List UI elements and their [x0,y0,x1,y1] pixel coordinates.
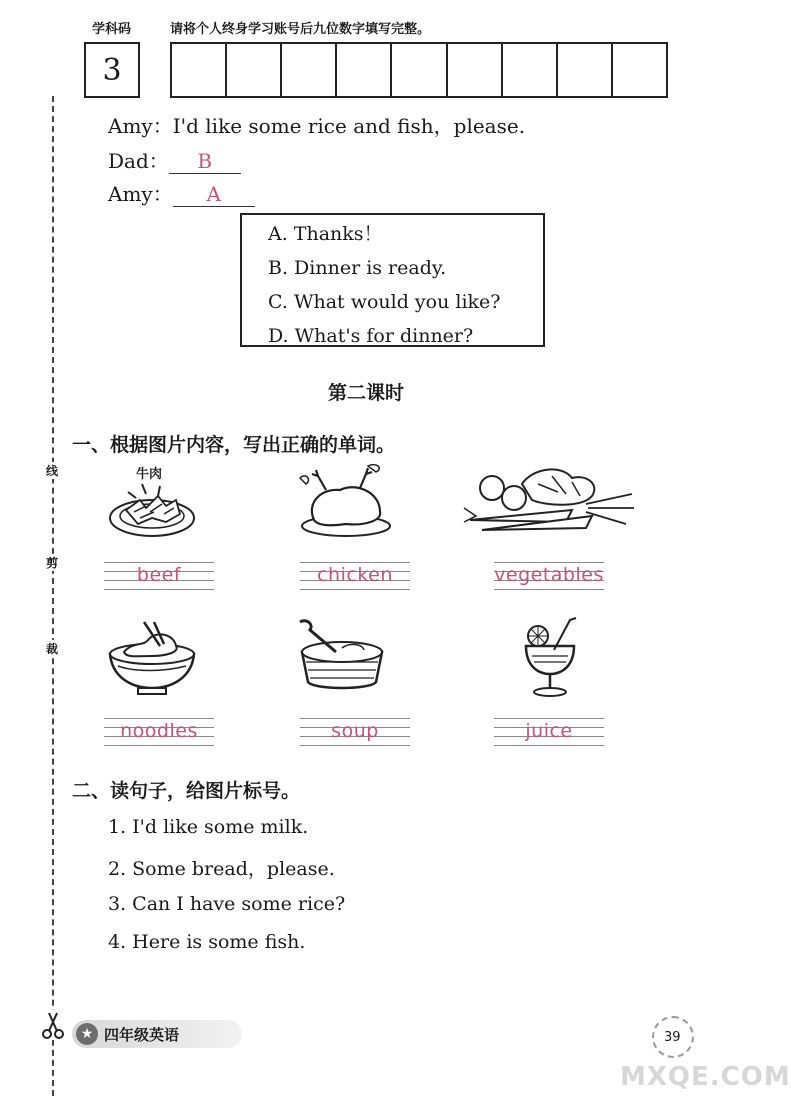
options-box [240,213,545,347]
answer-word: noodles [120,720,198,742]
cut-word-xian: 线 [45,464,58,478]
roast-chicken-icon [296,462,396,546]
sentence-3: 3. Can I have some rice? [108,893,346,915]
subject-code-label: 学科码 [92,22,132,37]
section1-title: 一、根据图片内容，写出正确的单词。 [72,434,396,456]
digit-box[interactable] [558,44,613,96]
sentence-1: 1. I'd like some milk. [108,816,309,838]
vegetables-icon [462,464,638,548]
cut-word-jian: 剪 [45,556,58,570]
watermark: MXQE.COM [620,1062,791,1092]
digit-box[interactable] [392,44,447,96]
answer-word: chicken [317,564,393,586]
star-icon: ★ [76,1023,98,1045]
answer-slot-chicken[interactable] [300,562,410,590]
account-instruction: 请将个人终身学习账号后九位数字填写完整。 [170,22,431,37]
digit-box[interactable] [172,44,227,96]
dialogue-line-3 [108,178,255,207]
answer-slot-vegetables[interactable] [494,562,604,590]
beef-plate-icon [106,478,198,548]
answer-slot-beef[interactable] [104,562,214,590]
speaker: Amy： [108,114,173,138]
option-b: B. Dinner is ready. [268,257,447,279]
page-number: 39 [664,1030,681,1045]
noodles-bowl-icon [104,616,200,700]
digit-box[interactable] [448,44,503,96]
digit-box[interactable] [503,44,558,96]
juice-glass-icon [518,616,582,702]
book-title: 四年级英语 [104,1026,180,1044]
answer-word: soup [331,720,379,742]
speaker: Dad： [108,149,169,173]
option-c: C. What would you like? [268,291,501,313]
answer-slot-noodles[interactable] [104,718,214,746]
answer-word: juice [525,720,573,742]
beef-hint-label: 牛肉 [136,467,163,482]
option-a: A. Thanks！ [268,223,383,245]
answer-blank[interactable]: A [173,182,255,207]
digit-box[interactable] [613,44,666,96]
soup-bowl-icon [292,618,392,700]
speaker: Amy： [108,182,173,206]
sentence-4: 4. Here is some fish. [108,931,306,953]
subject-code-box [84,42,140,98]
lesson-title: 第二课时 [328,382,405,404]
section2-title: 二、读句子，给图片标号。 [72,780,301,802]
cut-word-cai: 裁 [45,642,58,656]
answer-slot-juice[interactable] [494,718,604,746]
sentence-2: 2. Some bread，please. [108,858,335,880]
cut-line [52,96,54,1096]
digit-box[interactable] [282,44,337,96]
subject-code-value: 3 [102,52,122,88]
dialogue-line-1 [108,110,525,139]
digit-box[interactable] [227,44,282,96]
answer-word: vegetables [494,564,604,586]
answer-blank[interactable]: B [169,149,241,174]
option-d: D. What's for dinner? [268,325,474,347]
dialogue-text: I'd like some rice and fish，please. [172,114,526,138]
answer-slot-soup[interactable] [300,718,410,746]
answer-word: beef [136,564,182,586]
scissors-icon [40,1010,66,1040]
dialogue-line-2 [108,145,241,174]
digit-box[interactable] [337,44,392,96]
account-digit-boxes [170,42,668,98]
